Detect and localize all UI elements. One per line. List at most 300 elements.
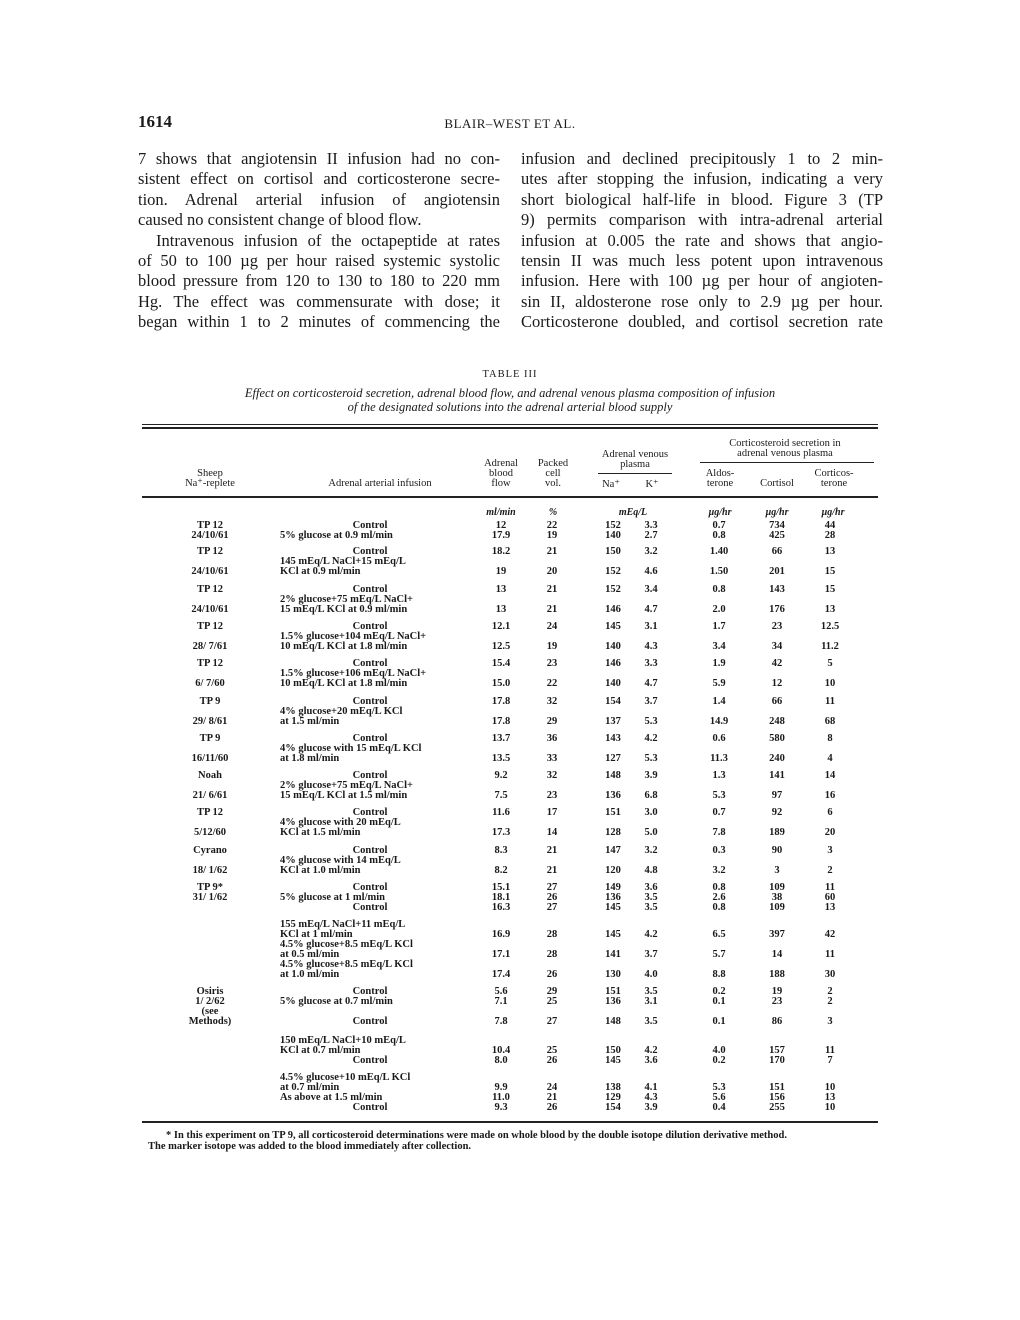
text-line: infusion and declined precipitously 1 to 2 min- xyxy=(521,149,883,168)
cell-flow: 8.0 xyxy=(494,1055,508,1066)
cell-infusion: Control xyxy=(352,902,388,913)
cell-flow: 9.2 xyxy=(494,770,508,781)
cell-na: 145 xyxy=(605,902,621,913)
cell-aldo: 6.5 xyxy=(712,929,726,940)
cell-na: 152 xyxy=(605,520,621,531)
cell-corticos: 44 xyxy=(824,520,836,531)
cell-k: 5.0 xyxy=(644,827,658,838)
cell-flow: 13 xyxy=(495,584,507,595)
cell-infusion: Control xyxy=(352,882,388,893)
cell-corticos: 11 xyxy=(825,949,835,960)
cell-flow: 15.1 xyxy=(491,882,511,893)
cell-aldo: 0.7 xyxy=(712,807,726,818)
cell-k: 3.3 xyxy=(644,658,658,669)
cell-pcv: 27 xyxy=(546,1016,558,1027)
cell-corticos: 42 xyxy=(824,929,836,940)
cell-infusion: 2% glucose+75 mEq/L NaCl+ xyxy=(280,594,414,605)
cell-corticos: 2 xyxy=(827,986,833,997)
cell-na: 152 xyxy=(605,566,621,577)
cell-pcv: 24 xyxy=(546,621,558,632)
cell-k: 2.7 xyxy=(644,530,658,541)
text-line: Intravenous infusion of the octapeptide at rates xyxy=(156,230,500,250)
cell-flow: 9.3 xyxy=(494,1102,508,1113)
header-aldosterone: Aldos- terone xyxy=(705,468,735,489)
cell-flow: 19 xyxy=(495,566,507,577)
cell-flow: 5.6 xyxy=(494,986,508,997)
cell-corticos: 10 xyxy=(824,1102,836,1113)
text-line: tion. Adrenal arterial infusion of angiotensin xyxy=(138,189,500,209)
cell-infusion: 4% glucose+20 mEq/L KCl xyxy=(280,706,403,717)
cell-sheep: 1/ 2/62 xyxy=(195,996,225,1007)
cell-cortisol: 176 xyxy=(769,604,785,615)
cell-sheep: Cyrano xyxy=(193,845,227,856)
running-head: BLAIR–WEST ET AL. xyxy=(444,116,576,131)
cell-corticos: 16 xyxy=(824,790,836,801)
cell-flow: 9.9 xyxy=(494,1082,508,1093)
cell-sheep: 24/10/61 xyxy=(191,604,229,615)
cell-aldo: 0.2 xyxy=(712,986,726,997)
cell-cortisol: 109 xyxy=(769,882,785,893)
cell-pcv: 29 xyxy=(546,716,558,727)
header-sheep: Sheep Na⁺-replete xyxy=(185,468,235,489)
cell-infusion: 145 mEq/L NaCl+15 mEq/L xyxy=(280,556,406,567)
cell-cortisol: 86 xyxy=(771,1016,783,1027)
cell-corticos: 20 xyxy=(824,827,836,838)
header-group-rule xyxy=(598,473,672,474)
cell-na: 136 xyxy=(605,790,621,801)
header-corticosteroid-secretion: Corticosteroid secretion in adrenal venous plasma xyxy=(729,438,841,459)
cell-infusion: 4% glucose with 20 mEq/L xyxy=(280,817,401,828)
cell-pcv: 25 xyxy=(546,1045,558,1056)
cell-aldo: 0.2 xyxy=(712,1055,726,1066)
cell-flow: 18.1 xyxy=(491,892,511,903)
cell-k: 5.3 xyxy=(644,753,658,764)
header-infusion: Adrenal arterial infusion xyxy=(328,478,432,489)
cell-corticos: 15 xyxy=(824,584,836,595)
cell-na: 140 xyxy=(605,678,621,689)
cell-pcv: 21 xyxy=(546,1092,558,1103)
cell-aldo: 3.2 xyxy=(712,865,726,876)
body-column-right xyxy=(521,149,883,333)
cell-infusion: at 0.7 ml/min xyxy=(280,1082,340,1093)
cell-cortisol: 189 xyxy=(769,827,785,838)
cell-cortisol: 109 xyxy=(769,902,785,913)
cell-sheep: TP 12 xyxy=(197,584,223,595)
cell-cortisol: 157 xyxy=(769,1045,785,1056)
cell-aldo: 5.9 xyxy=(712,678,726,689)
cell-flow: 17.8 xyxy=(491,716,511,727)
header-cortisol: Cortisol xyxy=(760,478,794,489)
cell-pcv: 29 xyxy=(546,986,558,997)
cell-pcv: 28 xyxy=(546,949,558,960)
cell-na: 127 xyxy=(605,753,621,764)
cell-aldo: 2.6 xyxy=(712,892,726,903)
cell-infusion: 15 mEq/L KCl at 1.5 ml/min xyxy=(280,790,408,801)
cell-cortisol: 580 xyxy=(769,733,785,744)
cell-infusion: Control xyxy=(352,807,388,818)
cell-cortisol: 66 xyxy=(771,696,783,707)
cell-flow: 13.7 xyxy=(491,733,511,744)
cell-pcv: 36 xyxy=(546,733,558,744)
cell-na: 120 xyxy=(605,865,621,876)
cell-flow: 17.8 xyxy=(491,696,511,707)
cell-k: 3.1 xyxy=(644,621,658,632)
header-k: K⁺ xyxy=(645,479,659,490)
cell-aldo: 3.4 xyxy=(712,641,726,652)
cell-k: 3.6 xyxy=(644,1055,658,1066)
table-bottom-rule xyxy=(142,1121,878,1123)
cell-k: 4.3 xyxy=(644,641,658,652)
cell-infusion: at 1.0 ml/min xyxy=(280,969,340,980)
cell-infusion: 5% glucose at 1 ml/min xyxy=(280,892,385,903)
cell-aldo: 0.6 xyxy=(712,733,726,744)
text-line: Hg. The effect was commensurate with dose; it xyxy=(138,291,500,311)
cell-sheep: 31/ 1/62 xyxy=(192,892,228,903)
cell-cortisol: 90 xyxy=(771,845,783,856)
cell-sheep: 28/ 7/61 xyxy=(192,641,228,652)
cell-k: 4.1 xyxy=(644,1082,658,1093)
cell-na: 130 xyxy=(605,969,621,980)
cell-infusion: Control xyxy=(352,584,388,595)
cell-cortisol: 248 xyxy=(769,716,785,727)
cell-infusion: 4.5% glucose+8.5 mEq/L KCl xyxy=(280,959,413,970)
header-bottom-rule xyxy=(142,496,878,498)
cell-corticos: 11 xyxy=(825,696,835,707)
cell-aldo: 5.3 xyxy=(712,790,726,801)
cell-infusion: Control xyxy=(352,621,388,632)
cell-pcv: 22 xyxy=(546,678,558,689)
cell-cortisol: 66 xyxy=(771,546,783,557)
page-number: 1614 xyxy=(138,112,172,131)
cell-corticos: 10 xyxy=(824,1082,836,1093)
cell-sheep: TP 12 xyxy=(197,546,223,557)
cell-infusion: 1.5% glucose+104 mEq/L NaCl+ xyxy=(280,631,427,642)
cell-na: 137 xyxy=(605,716,621,727)
cell-infusion: 10 mEq/L KCl at 1.8 ml/min xyxy=(280,641,408,652)
cell-na: 147 xyxy=(605,845,621,856)
cell-aldo: 5.6 xyxy=(712,1092,726,1103)
cell-corticos: 3 xyxy=(827,845,833,856)
cell-infusion: Control xyxy=(352,696,388,707)
cell-na: 150 xyxy=(605,546,621,557)
cell-infusion: Control xyxy=(352,546,388,557)
cell-na: 145 xyxy=(605,621,621,632)
cell-corticos: 13 xyxy=(824,1092,836,1103)
cell-na: 146 xyxy=(605,658,621,669)
cell-k: 3.6 xyxy=(644,882,658,893)
cell-k: 3.7 xyxy=(644,949,658,960)
cell-corticos: 68 xyxy=(824,716,836,727)
cell-na: 141 xyxy=(605,949,621,960)
cell-infusion: at 0.5 ml/min xyxy=(280,949,340,960)
unit-cortisol: µg/hr xyxy=(765,507,789,518)
cell-infusion: 1.5% glucose+106 mEq/L NaCl+ xyxy=(280,668,427,679)
text-line: infusion. Here with 100 µg per hour of angioten- xyxy=(521,271,883,291)
cell-k: 4.7 xyxy=(644,678,658,689)
cell-corticos: 2 xyxy=(827,865,833,876)
cell-cortisol: 170 xyxy=(769,1055,785,1066)
cell-na: 145 xyxy=(605,929,621,940)
cell-corticos: 11 xyxy=(825,1045,835,1056)
cell-infusion: at 1.5 ml/min xyxy=(280,716,340,727)
cell-cortisol: 143 xyxy=(769,584,785,595)
cell-infusion: 5% glucose at 0.7 ml/min xyxy=(280,996,393,1007)
cell-infusion: 10 mEq/L KCl at 1.8 ml/min xyxy=(280,678,408,689)
cell-infusion: at 1.8 ml/min xyxy=(280,753,340,764)
cell-corticos: 8 xyxy=(827,733,833,744)
text-line: sistent effect on cortisol and corticosterone secre- xyxy=(138,169,500,189)
text-line: 9) permits comparison with intra-adrenal arterial xyxy=(521,210,883,230)
table-caption xyxy=(140,386,880,414)
header-corticosterone: Corticos- terone xyxy=(814,468,854,489)
text-line: tensin II was much less potent upon intravenous xyxy=(521,251,883,271)
cell-sheep: TP 12 xyxy=(197,658,223,669)
cell-cortisol: 397 xyxy=(769,929,785,940)
cell-sheep: 5/12/60 xyxy=(193,827,227,838)
cell-flow: 7.1 xyxy=(494,996,508,1007)
cell-flow: 17.1 xyxy=(491,949,511,960)
cell-na: 140 xyxy=(605,530,621,541)
text-line: sin II, aldosterone rose only to 2.9 µg per hour. xyxy=(521,291,883,311)
cell-na: 151 xyxy=(605,807,621,818)
text-line: blood pressure from 120 to 130 to 180 to 220 mm xyxy=(138,271,500,291)
cell-sheep: Osiris xyxy=(196,986,224,997)
cell-infusion: KCl at 0.9 ml/min xyxy=(280,566,361,577)
cell-corticos: 14 xyxy=(824,770,836,781)
cell-cortisol: 97 xyxy=(771,790,783,801)
cell-cortisol: 255 xyxy=(769,1102,785,1113)
table-top-rule xyxy=(142,427,878,429)
cell-cortisol: 42 xyxy=(771,658,783,669)
cell-corticos: 6 xyxy=(827,807,833,818)
cell-corticos: 7 xyxy=(827,1055,833,1066)
cell-flow: 11.0 xyxy=(492,1092,510,1103)
cell-k: 3.2 xyxy=(644,546,658,557)
cell-k: 3.9 xyxy=(644,1102,658,1113)
cell-aldo: 1.3 xyxy=(712,770,726,781)
cell-flow: 15.0 xyxy=(491,678,511,689)
cell-k: 3.1 xyxy=(644,996,658,1007)
cell-corticos: 15 xyxy=(824,566,836,577)
cell-infusion: 15 mEq/L KCl at 0.9 ml/min xyxy=(280,604,408,615)
cell-cortisol: 92 xyxy=(771,807,783,818)
cell-k: 3.5 xyxy=(644,892,658,903)
cell-na: 154 xyxy=(605,1102,621,1113)
cell-pcv: 20 xyxy=(546,566,558,577)
cell-aldo: 1.40 xyxy=(709,546,729,557)
cell-na: 140 xyxy=(605,641,621,652)
cell-aldo: 1.7 xyxy=(712,621,726,632)
cell-corticos: 11 xyxy=(825,882,835,893)
cell-flow: 15.4 xyxy=(491,658,511,669)
cell-pcv: 21 xyxy=(546,584,558,595)
cell-infusion: KCl at 1.5 ml/min xyxy=(280,827,361,838)
cell-cortisol: 151 xyxy=(769,1082,785,1093)
cell-infusion: KCl at 0.7 ml/min xyxy=(280,1045,361,1056)
cell-aldo: 0.8 xyxy=(712,902,726,913)
cell-aldo: 0.8 xyxy=(712,882,726,893)
cell-k: 6.8 xyxy=(644,790,658,801)
cell-infusion: As above at 1.5 ml/min xyxy=(280,1092,383,1103)
cell-infusion: Control xyxy=(352,845,388,856)
cell-cortisol: 425 xyxy=(769,530,785,541)
cell-sheep: Methods) xyxy=(188,1016,232,1027)
cell-sheep: 24/10/61 xyxy=(191,530,229,541)
cell-k: 3.5 xyxy=(644,902,658,913)
unit-aldosterone: µg/hr xyxy=(708,507,732,518)
text-line: 7 shows that angiotensin II infusion had no con- xyxy=(138,149,500,168)
cell-k: 3.0 xyxy=(644,807,658,818)
cell-cortisol: 38 xyxy=(771,892,783,903)
cell-sheep: Noah xyxy=(198,770,222,781)
cell-k: 4.2 xyxy=(644,733,658,744)
cell-na: 154 xyxy=(605,696,621,707)
cell-infusion: Control xyxy=(352,1102,388,1113)
cell-aldo: 0.1 xyxy=(712,1016,726,1027)
cell-k: 3.2 xyxy=(644,845,658,856)
cell-infusion: KCl at 1 ml/min xyxy=(280,929,353,940)
cell-flow: 7.5 xyxy=(494,790,508,801)
cell-aldo: 1.50 xyxy=(709,566,729,577)
header-group-rule xyxy=(700,462,874,463)
cell-pcv: 27 xyxy=(546,882,558,893)
cell-cortisol: 12 xyxy=(771,678,783,689)
cell-infusion: 2% glucose+75 mEq/L NaCl+ xyxy=(280,780,414,791)
cell-infusion: KCl at 1.0 ml/min xyxy=(280,865,361,876)
text-line: Corticosterone doubled, and cortisol secretion rate xyxy=(521,312,883,332)
cell-corticos: 4 xyxy=(827,753,833,764)
cell-k: 3.5 xyxy=(644,1016,658,1027)
cell-cortisol: 141 xyxy=(769,770,785,781)
cell-cortisol: 201 xyxy=(769,566,785,577)
unit-flow: ml/min xyxy=(486,507,516,518)
cell-na: 145 xyxy=(605,1055,621,1066)
cell-pcv: 26 xyxy=(546,1055,558,1066)
cell-flow: 10.4 xyxy=(491,1045,511,1056)
cell-sheep: 18/ 1/62 xyxy=(192,865,228,876)
cell-corticos: 60 xyxy=(824,892,836,903)
cell-flow: 13 xyxy=(495,604,507,615)
text-line: utes after stopping the infusion, indicating a very xyxy=(521,169,883,189)
cell-aldo: 5.3 xyxy=(712,1082,726,1093)
cell-pcv: 26 xyxy=(546,1102,558,1113)
cell-corticos: 30 xyxy=(824,969,836,980)
cell-infusion: 4.5% glucose+8.5 mEq/L KCl xyxy=(280,939,413,950)
cell-aldo: 4.0 xyxy=(712,1045,726,1056)
cell-flow: 12.1 xyxy=(491,621,511,632)
cell-sheep: TP 12 xyxy=(197,807,223,818)
cell-k: 3.5 xyxy=(644,986,658,997)
cell-corticos: 5 xyxy=(827,658,833,669)
cell-pcv: 22 xyxy=(546,520,558,531)
cell-pcv: 33 xyxy=(546,753,558,764)
table-top-rule xyxy=(142,424,878,425)
text-line: infusion at 0.005 the rate and shows that angio- xyxy=(521,230,883,250)
cell-cortisol: 19 xyxy=(771,986,783,997)
cell-sheep: TP 12 xyxy=(197,621,223,632)
cell-corticos: 11.2 xyxy=(821,641,839,652)
table-caption-line: Effect on corticosteroid secretion, adrenal blood flow, and adrenal venous plasma composition of infusion xyxy=(244,386,776,400)
cell-flow: 17.9 xyxy=(491,530,511,541)
cell-sheep: 21/ 6/61 xyxy=(192,790,228,801)
cell-aldo: 7.8 xyxy=(712,827,726,838)
cell-aldo: 0.1 xyxy=(712,996,726,1007)
cell-pcv: 19 xyxy=(546,530,558,541)
cell-na: 138 xyxy=(605,1082,621,1093)
cell-infusion: Control xyxy=(352,520,388,531)
cell-aldo: 1.4 xyxy=(712,696,726,707)
cell-pcv: 26 xyxy=(546,969,558,980)
header-na: Na⁺ xyxy=(602,479,620,490)
body-column-left xyxy=(138,149,500,333)
cell-k: 4.3 xyxy=(644,1092,658,1103)
cell-aldo: 0.3 xyxy=(712,845,726,856)
cell-pcv: 24 xyxy=(546,1082,558,1093)
cell-k: 4.2 xyxy=(644,1045,658,1056)
cell-cortisol: 734 xyxy=(769,520,785,531)
cell-na: 151 xyxy=(605,986,621,997)
cell-aldo: 0.7 xyxy=(712,520,726,531)
cell-flow: 12.5 xyxy=(491,641,511,652)
cell-flow: 17.4 xyxy=(491,969,511,980)
cell-pcv: 21 xyxy=(546,865,558,876)
cell-aldo: 0.8 xyxy=(712,530,726,541)
footnote-line: The marker isotope was added to the blood immediately after collection. xyxy=(148,1140,472,1152)
cell-sheep: TP 9 xyxy=(199,733,221,744)
cell-pcv: 21 xyxy=(546,845,558,856)
cell-corticos: 10 xyxy=(824,678,836,689)
footnote-line: * In this experiment on TP 9, all corticosteroid determinations were made on whole blood by the double isotope dilution derivative method. xyxy=(166,1130,787,1141)
cell-flow: 16.3 xyxy=(491,902,511,913)
cell-flow: 7.8 xyxy=(494,1016,508,1027)
cell-k: 3.3 xyxy=(644,520,658,531)
table-footnote xyxy=(148,1131,888,1152)
cell-sheep: 16/11/60 xyxy=(191,753,229,764)
cell-na: 143 xyxy=(605,733,621,744)
header-packed-cell-vol: Packed cell vol. xyxy=(537,458,569,489)
text-line: began within 1 to 2 minutes of commencing the xyxy=(138,312,500,332)
cell-pcv: 27 xyxy=(546,902,558,913)
cell-k: 4.0 xyxy=(644,969,658,980)
cell-sheep: TP 9* xyxy=(197,882,223,893)
text-line: of 50 to 100 µg per hour raised systemic systolic xyxy=(138,251,500,271)
cell-sheep: 24/10/61 xyxy=(191,566,229,577)
cell-na: 136 xyxy=(605,892,621,903)
text-line: caused no consistent change of blood flow. xyxy=(138,210,422,230)
cell-infusion: 4% glucose with 14 mEq/L xyxy=(280,855,401,866)
cell-flow: 8.3 xyxy=(494,845,508,856)
cell-aldo: 5.7 xyxy=(712,949,726,960)
cell-aldo: 14.9 xyxy=(709,716,729,727)
cell-k: 3.7 xyxy=(644,696,658,707)
cell-flow: 11.6 xyxy=(492,807,510,818)
cell-cortisol: 240 xyxy=(769,753,785,764)
cell-k: 3.4 xyxy=(644,584,658,595)
cell-infusion: Control xyxy=(352,770,388,781)
cell-infusion: Control xyxy=(352,986,388,997)
cell-infusion: Control xyxy=(352,733,388,744)
cell-pcv: 23 xyxy=(546,790,558,801)
cell-aldo: 1.9 xyxy=(712,658,726,669)
cell-sheep: (see xyxy=(201,1006,219,1017)
cell-sheep: TP 12 xyxy=(197,520,223,531)
cell-k: 4.8 xyxy=(644,865,658,876)
cell-na: 129 xyxy=(605,1092,621,1103)
cell-pcv: 21 xyxy=(546,604,558,615)
cell-corticos: 13 xyxy=(824,546,836,557)
cell-cortisol: 3 xyxy=(774,865,780,876)
cell-aldo: 2.0 xyxy=(712,604,726,615)
